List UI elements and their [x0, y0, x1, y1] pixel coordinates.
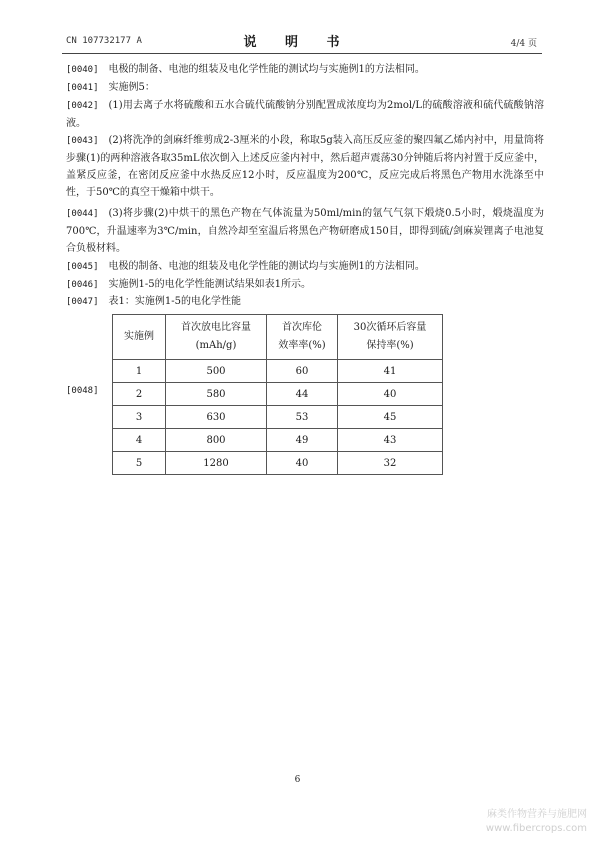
table-cell: 60: [267, 360, 338, 383]
paragraph-text: 实施例5：: [108, 82, 155, 93]
table-cell: 45: [338, 406, 443, 429]
table-row: [113, 452, 443, 475]
header-coulombic-efficiency: 首次库伦 效率率(%): [267, 315, 338, 360]
paragraph-text: 实施例1-5的电化学性能测试结果如表1所示。: [108, 279, 311, 290]
table-caption: 表1：实施例1-5的电化学性能: [108, 296, 241, 307]
document-title: 说 明 书: [243, 35, 352, 50]
paragraph-text: (2)将洗净的剑麻纤维剪成2-3厘米的小段，称取5g装入高压反应釜的聚四氟乙烯内衬中，用量筒将步骤(1)的两种溶液各取35mL依次倒入上述反应釜内衬中，然后超声震荡30分钟随后将内衬置于反应釜中，盖紧反应釜，在密闭反应釜中水热反应12小时，反应温度为200℃，反应完成后将黑色产物用水洗涤至中性，于50℃的真空干燥箱中烘干。: [66, 135, 544, 198]
paragraph-text: 电极的制备、电池的组装及电化学性能的测试均与实施例1的方法相同。: [108, 64, 425, 75]
paragraph-number: [0042]: [66, 101, 99, 111]
table-header-row: [113, 315, 443, 360]
header-divider: [62, 53, 542, 54]
paragraph-0045: [66, 258, 544, 276]
table-row: [113, 429, 443, 452]
table-row: [113, 360, 443, 383]
table-cell: 1280: [166, 452, 267, 475]
paragraph-0044: [66, 205, 544, 257]
table-row: [113, 383, 443, 406]
table-paragraph-number: [0048]: [66, 386, 99, 396]
table-cell: 2: [113, 383, 166, 406]
paragraph-number: [0043]: [66, 136, 99, 146]
table-cell: 44: [267, 383, 338, 406]
table-cell: 500: [166, 360, 267, 383]
header-example: 实施例: [113, 315, 166, 360]
performance-table: [112, 314, 443, 475]
site-watermark: [486, 808, 587, 836]
table-cell: 49: [267, 429, 338, 452]
paragraph-0047: [66, 293, 544, 311]
paragraph-number: [0044]: [66, 209, 99, 219]
paragraph-number: [0045]: [66, 262, 99, 272]
header-capacity-retention: 30次循环后容量 保持率(%): [338, 315, 443, 360]
watermark-url: www.fibercrops.com: [485, 823, 587, 834]
paragraph-text: (1)用去离子水将硫酸和五水合硫代硫酸钠分别配置成浓度均为2mol/L的硫酸溶液和硫代硫酸钠溶液。: [66, 100, 544, 129]
paragraph-text: (3)将步骤(2)中烘干的黑色产物在气体流量为50ml/min的氩气气氛下煅烧0.5小时，煅烧温度为700℃，升温速率为3℃/min，自然冷却至室温后将黑色产物研磨成150目，即得到硫/剑麻炭锂离子电池复合负极材料。: [66, 208, 544, 254]
page-indicator: 4/4 页: [510, 39, 537, 49]
paragraph-number: [0046]: [66, 280, 99, 290]
table-cell: 40: [267, 452, 338, 475]
paragraph-0043: [66, 132, 544, 201]
patent-number: CN 107732177 A: [66, 36, 142, 46]
paragraph-number: [0047]: [66, 297, 99, 307]
paragraph-0040: [66, 61, 544, 79]
paragraph-0046: [66, 276, 544, 294]
table-cell: 800: [166, 429, 267, 452]
paragraph-number: [0041]: [66, 83, 99, 93]
paragraph-0041: [66, 79, 544, 97]
table-cell: 41: [338, 360, 443, 383]
table-cell: 40: [338, 383, 443, 406]
paragraph-number: [0040]: [66, 65, 99, 75]
table-cell: 630: [166, 406, 267, 429]
page-number: 6: [294, 775, 301, 785]
table-cell: 580: [166, 383, 267, 406]
header-discharge-capacity: 首次放电比容量 (mAh/g): [166, 315, 267, 360]
watermark-title: 麻类作物营养与施肥网: [487, 809, 587, 820]
table-cell: 5: [113, 452, 166, 475]
table-cell: 3: [113, 406, 166, 429]
paragraph-0042: [66, 97, 544, 132]
table-cell: 53: [267, 406, 338, 429]
table-cell: 43: [338, 429, 443, 452]
paragraph-text: 电极的制备、电池的组装及电化学性能的测试均与实施例1的方法相同。: [108, 261, 425, 272]
table-cell: 32: [338, 452, 443, 475]
table-cell: 1: [113, 360, 166, 383]
table-cell: 4: [113, 429, 166, 452]
table-row: [113, 406, 443, 429]
